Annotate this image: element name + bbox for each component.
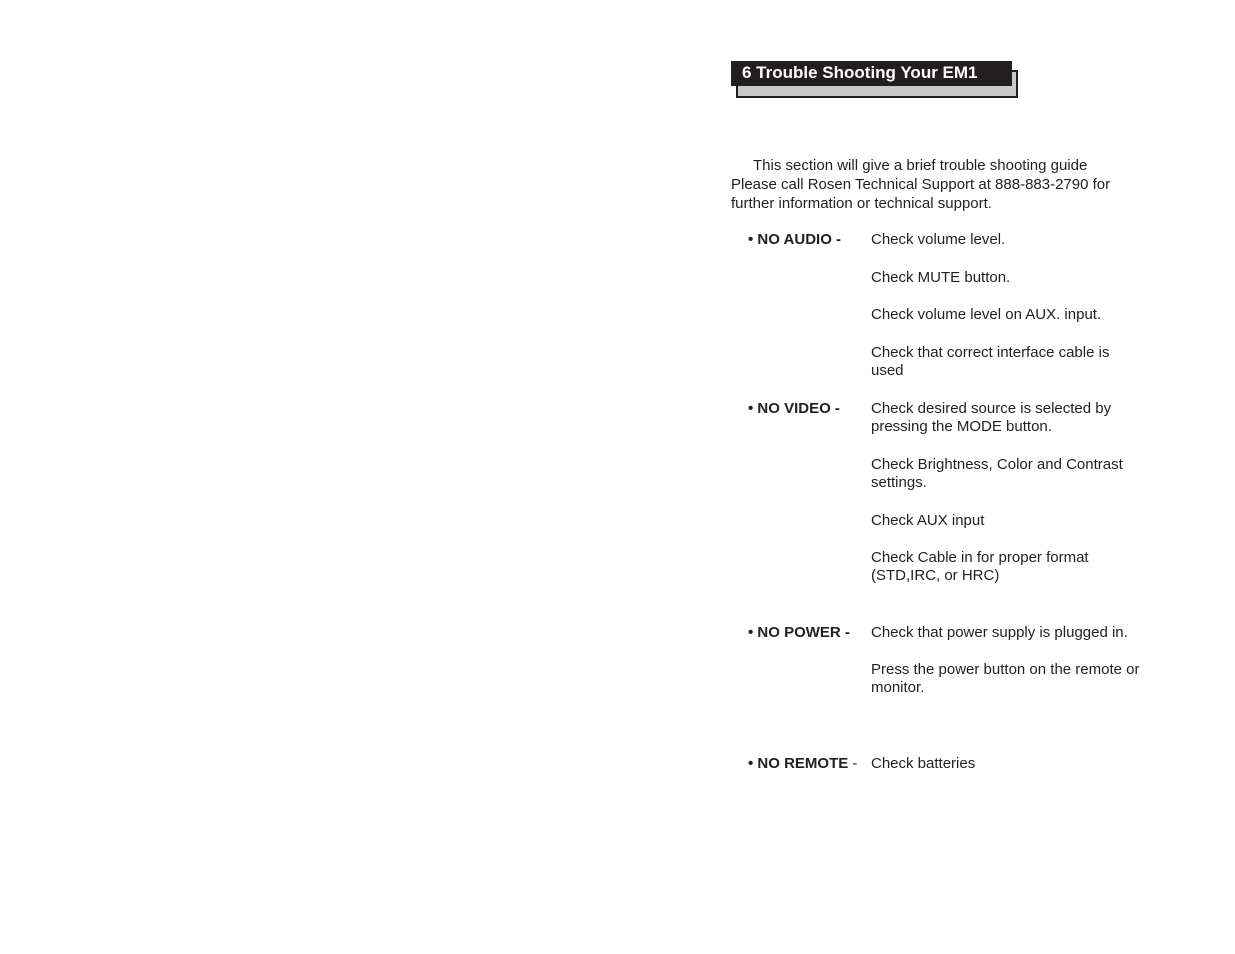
- step-text: Check desired source is selected by: [871, 400, 1112, 417]
- section-heading: [731, 61, 1017, 96]
- section-title: 6 Trouble Shooting Your EM1: [742, 63, 978, 82]
- problem-no-video-label: [748, 400, 840, 418]
- step-text: used: [871, 362, 904, 379]
- step-text: Check volume level on AUX. input.: [871, 306, 1102, 323]
- step-text: Check MUTE button.: [871, 269, 1011, 286]
- intro-line: Please call Rosen Technical Support at 888-883-2790 for: [731, 176, 1111, 193]
- problem-dash: -: [848, 755, 858, 772]
- step-item: [871, 306, 1161, 324]
- step-item: [871, 400, 1161, 436]
- problem-no-power-label: [748, 624, 850, 642]
- step-text: (STD,IRC, or HRC): [871, 567, 1000, 584]
- intro-line: This section will give a brief trouble shooting guide: [753, 157, 1088, 174]
- step-text: monitor.: [871, 679, 925, 696]
- step-item: [871, 549, 1161, 585]
- step-item: [871, 269, 1161, 287]
- step-text: Check that correct interface cable is: [871, 344, 1110, 361]
- step-text: pressing the MODE button.: [871, 418, 1052, 435]
- problem-no-audio-label: [748, 231, 841, 249]
- problem-no-remote-label: [748, 755, 857, 773]
- step-item: [871, 231, 1161, 249]
- intro-line: further information or technical support.: [731, 195, 992, 212]
- step-item: [871, 512, 1161, 530]
- step-item: [871, 624, 1161, 642]
- step-text: Check Cable in for proper format: [871, 549, 1089, 566]
- problem-label: • NO REMOTE: [748, 755, 849, 772]
- problem-label: • NO POWER -: [748, 624, 850, 641]
- heading-bar: [731, 61, 1012, 86]
- problem-label: • NO VIDEO -: [748, 400, 840, 417]
- step-text: Check batteries: [871, 755, 976, 772]
- problem-label: • NO AUDIO -: [748, 231, 842, 248]
- step-item: [871, 661, 1161, 697]
- step-item: [871, 344, 1161, 380]
- step-text: Press the power button on the remote or: [871, 661, 1140, 678]
- step-text: Check volume level.: [871, 231, 1006, 248]
- step-text: Check Brightness, Color and Contrast: [871, 456, 1123, 473]
- step-text: settings.: [871, 474, 927, 491]
- step-text: Check AUX input: [871, 512, 985, 529]
- step-item: [871, 456, 1161, 492]
- step-text: Check that power supply is plugged in.: [871, 624, 1128, 641]
- intro-paragraph: [731, 156, 1151, 213]
- step-item: [871, 755, 1161, 773]
